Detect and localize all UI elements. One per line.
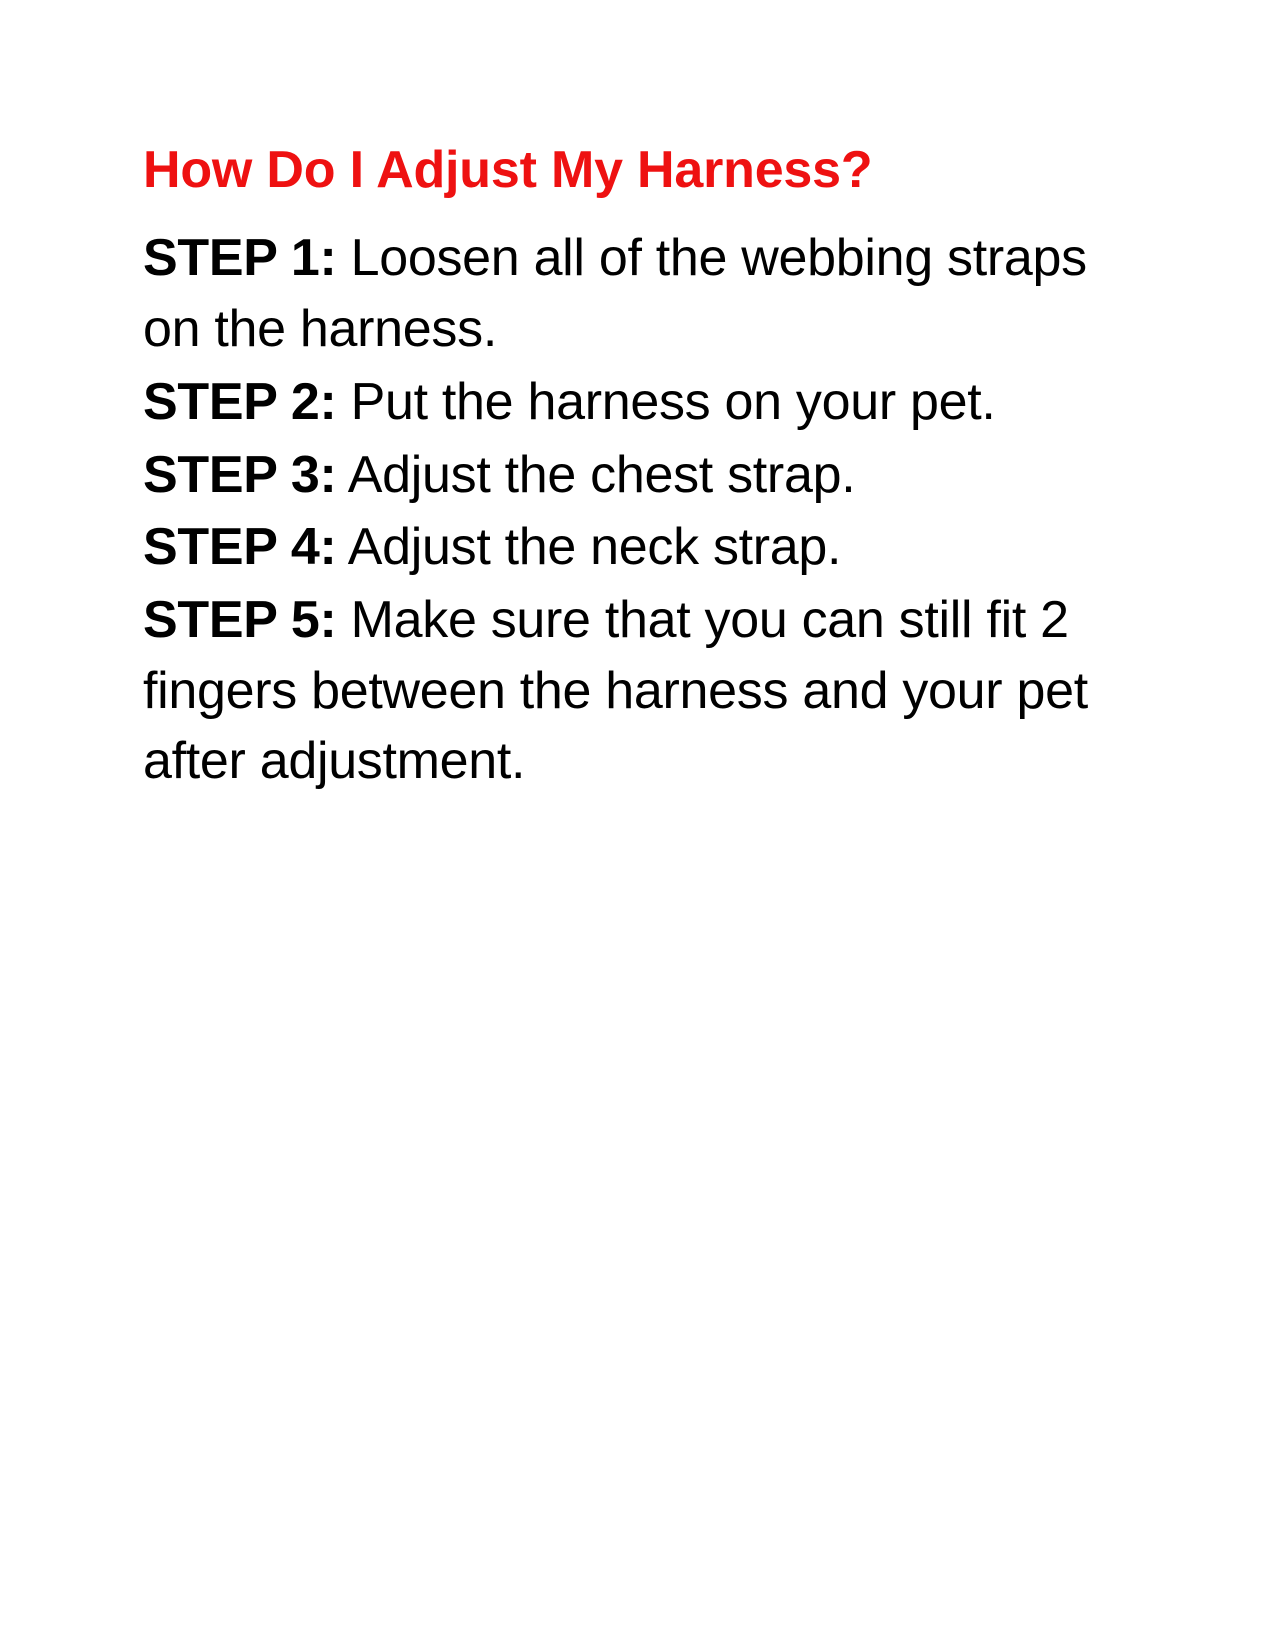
list-item — [143, 367, 1123, 438]
step-label: STEP 3: — [143, 445, 337, 504]
page-title: How Do I Adjust My Harness? — [143, 141, 873, 199]
step-text: Loosen all of the webbing straps on the harness. — [143, 229, 1087, 359]
list-item — [143, 223, 1123, 364]
step-text: Adjust the neck strap. — [336, 518, 842, 577]
document-content — [143, 140, 1123, 799]
list-item — [143, 585, 1123, 797]
list-item — [143, 512, 1123, 583]
steps-list — [143, 223, 1123, 797]
step-text: Make sure that you can still fit 2 fingers between the harness and your pet after adjustment. — [143, 590, 1088, 791]
step-label: STEP 2: — [143, 372, 337, 431]
step-label: STEP 4: — [143, 518, 337, 577]
step-label: STEP 5: — [143, 590, 337, 649]
step-text: Adjust the chest strap. — [336, 445, 856, 504]
step-label: STEP 1: — [143, 229, 337, 288]
step-text: Put the harness on your pet. — [336, 372, 996, 431]
list-item — [143, 440, 1123, 511]
